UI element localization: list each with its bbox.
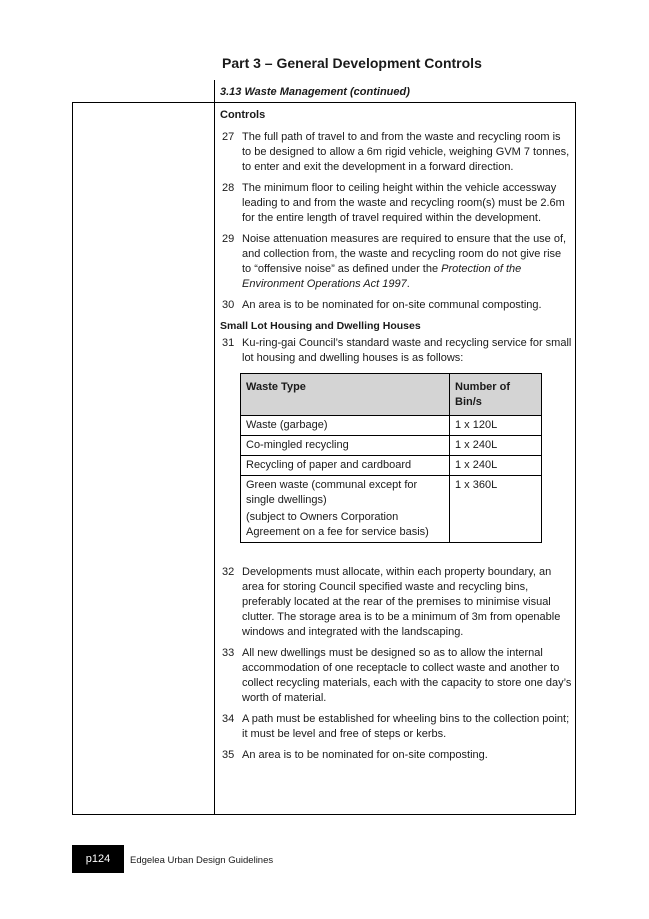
controls-heading: Controls	[220, 109, 266, 121]
header-waste-type: Waste Type	[241, 374, 450, 416]
bins-cell: 1 x 240L	[450, 456, 542, 476]
waste-type-cell: Co-mingled recycling	[241, 436, 450, 456]
item-text	[242, 233, 566, 290]
item-text: Ku-ring-gai Council’s standard waste and recycling service for small lot housing and dwelling houses is as follows:	[242, 337, 572, 364]
bins-cell: 1 x 240L	[450, 436, 542, 456]
column-divider	[214, 103, 215, 814]
waste-type-cell	[241, 476, 450, 543]
waste-service-table	[240, 373, 542, 543]
column-divider-top	[214, 80, 215, 102]
bins-cell: 1 x 360L	[450, 476, 542, 543]
item-number: 30	[222, 299, 235, 311]
waste-type-text: Green waste (communal except for single dwellings)	[246, 479, 418, 506]
control-item-30	[220, 298, 572, 313]
bins-cell: 1 x 120L	[450, 416, 542, 436]
item-text-main: Noise attenuation measures are required to ensure that the use of, and collection from, the waste and recycling room do not give rise to “offensive noise” as defined under the	[242, 233, 567, 275]
control-item-29	[220, 232, 572, 292]
waste-type-note: (subject to Owners Corporation Agreement on a fee for service basis)	[246, 511, 429, 538]
item-text: An area is to be nominated for on-site communal composting.	[242, 299, 542, 311]
control-item-32	[220, 565, 572, 640]
footer-document-title: Edgelea Urban Design Guidelines	[130, 855, 274, 866]
control-item-34	[220, 712, 572, 742]
item-text: The minimum floor to ceiling height within the vehicle accessway leading to and from the waste and recycling room(s) must be 2.6m for the entire length of travel required within the development.	[242, 182, 565, 224]
item-number: 28	[222, 182, 235, 194]
section-title: 3.13 Waste Management (continued)	[220, 86, 410, 98]
item-number: 27	[222, 131, 235, 143]
table-row	[241, 476, 542, 543]
item-number: 31	[222, 337, 235, 349]
item-number: 35	[222, 749, 235, 761]
item-text: The full path of travel to and from the waste and recycling room is to be designed to allow a 6m rigid vehicle, weighing GVM 7 tonnes, to enter and exit the development in a forward direction.	[242, 131, 570, 173]
part-title: Part 3 – General Development Controls	[222, 55, 482, 71]
waste-type-cell: Waste (garbage)	[241, 416, 450, 436]
control-item-35	[220, 748, 572, 763]
act-name: Protection of the Environment Operations Act 1997	[242, 263, 522, 290]
table-header-row	[241, 374, 542, 416]
item-text: A path must be established for wheeling bins to the collection point; it must be level and free of steps or kerbs.	[242, 713, 570, 740]
control-item-28	[220, 181, 572, 226]
table-row	[241, 436, 542, 456]
item-text: Developments must allocate, within each property boundary, an area for storing Council specified waste and recycling bins, preferably located at the rear of the premises to minimise visual clutter. The storage area is to be a minimum of 3m from openable windows and integrated with the landscaping.	[242, 566, 561, 638]
item-text: All new dwellings must be designed so as to allow the internal accommodation of one receptacle to collect waste and another to collect recycling materials, each with the capacity to store one day’s worth of material.	[242, 647, 572, 704]
page-number-badge: p124	[72, 845, 124, 873]
table-row	[241, 416, 542, 436]
controls-content	[220, 108, 572, 769]
subheading-small-lot-housing: Small Lot Housing and Dwelling Houses	[220, 320, 421, 332]
item-number: 33	[222, 647, 235, 659]
control-item-31	[220, 336, 572, 366]
item-number: 29	[222, 233, 235, 245]
item-number: 32	[222, 566, 235, 578]
control-item-33	[220, 646, 572, 706]
item-text-end: .	[406, 278, 410, 290]
waste-type-cell: Recycling of paper and cardboard	[241, 456, 450, 476]
item-text: An area is to be nominated for on-site composting.	[242, 749, 488, 761]
item-number: 34	[222, 713, 235, 725]
header-number-of-bins: Number of Bin/s	[450, 374, 542, 416]
table-row	[241, 456, 542, 476]
control-item-27	[220, 130, 572, 175]
